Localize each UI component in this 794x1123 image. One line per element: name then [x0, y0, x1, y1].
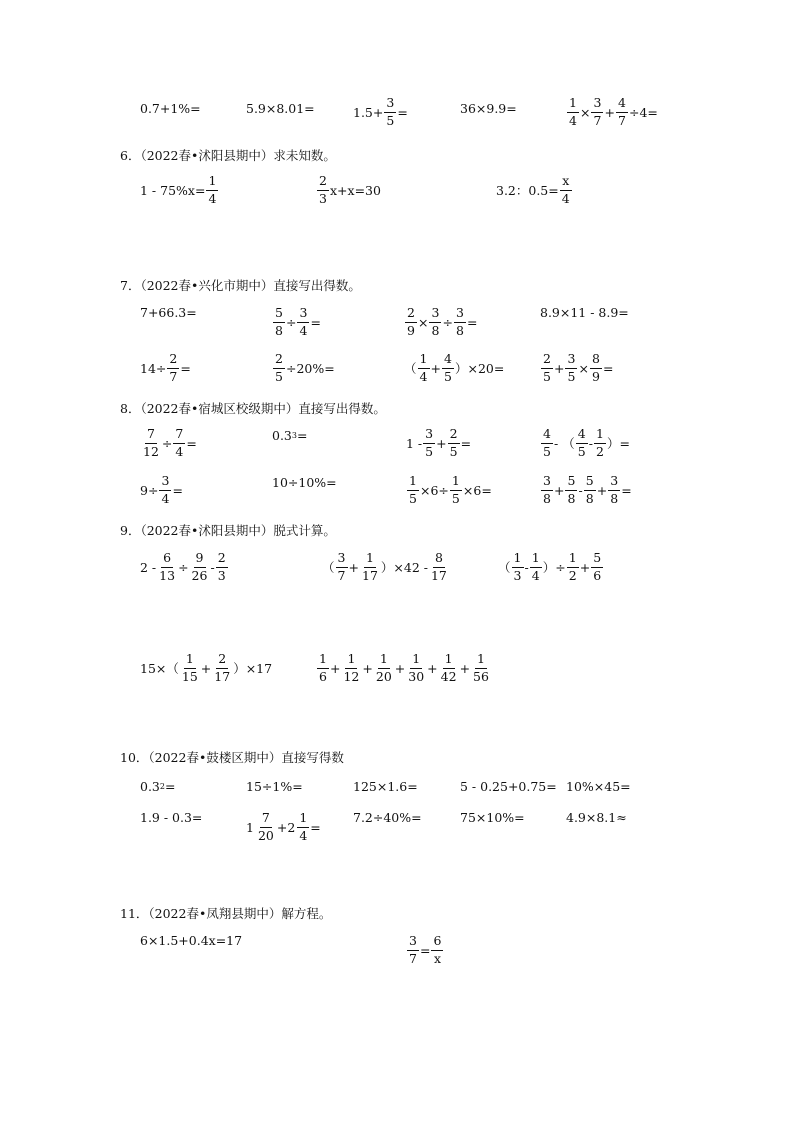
fraction: $\frac{3}{8}$ [608, 475, 620, 505]
fraction: $\frac{5}{8}$ [565, 475, 577, 505]
fraction: $\frac{2}{17}$ [214, 651, 231, 684]
fraction: $\frac{1}{20}$ [375, 651, 392, 684]
fraction: $\frac{3}{7}$ [591, 97, 603, 127]
q10-expr-c: 125×1.6= [353, 778, 418, 794]
q10-row-2 [0, 797, 794, 843]
q5-expr-d: 36×9.9= [460, 100, 517, 116]
q9-expr-d: 15×（ $\frac{1}{15}$ + $\frac{2}{17}$ ）×17 [140, 651, 273, 684]
q9-row-2 [0, 648, 794, 688]
fraction: $\frac{3}{7}$ [336, 552, 348, 582]
fraction: $\frac{4}{5}$ [442, 353, 454, 383]
fraction: $\frac{4}{7}$ [616, 97, 628, 127]
q8-expr-f: 10÷10%= [272, 474, 337, 490]
q8-expr-e: 9÷ $\frac{3}{4}$ = [140, 473, 183, 506]
q7-expr-b: $\frac{5}{8}$ ÷ $\frac{3}{4}$ = [272, 302, 321, 342]
q5-row-1 [0, 88, 794, 128]
fraction: $\frac{1}{42}$ [440, 651, 457, 684]
q5-expr-a: 0.7+1%= [140, 100, 201, 116]
q10-expr-d: 5 - 0.25+0.75= [460, 778, 557, 794]
q7-expr-h: $\frac{2}{5}$ + $\frac{3}{5}$ × $\frac{8}{9}$ = [540, 348, 613, 388]
q9-expr-e: $\frac{1}{6}$ + $\frac{1}{12}$ + $\frac{1}{20}$ + $\frac{1}{30}$ + $\frac{1}{42}$ + $\frac{1}{56}$ [316, 648, 492, 688]
fraction: $\frac{2}{5}$ [448, 428, 460, 458]
q6-heading: 6．（2022春•沭阳县期中）求未知数。 [120, 148, 336, 163]
fraction: $\frac{1}{2}$ [594, 428, 606, 458]
q6-row-1 [0, 170, 794, 210]
q7-expr-g: （ $\frac{1}{4}$ + $\frac{4}{5}$ ）×20= [404, 351, 505, 384]
q11-equation-a: 6×1.5+0.4x=17 [140, 932, 243, 948]
fraction: $\frac{1}{3}$ [512, 552, 524, 582]
q6-expr-a: 1 - 75%x= $\frac{1}{4}$ [140, 170, 219, 210]
q7-expr-d: 8.9×11 - 8.9= [540, 304, 629, 320]
fraction: $\frac{3}{7}$ [407, 935, 419, 965]
q8-row-1 [0, 423, 794, 463]
q11-heading: 11．（2022春•凤翔县期中）解方程。 [120, 906, 332, 921]
fraction: $\frac{2}{5}$ [273, 353, 285, 383]
q9-heading: 9．（2022春•沭阳县期中）脱式计算。 [120, 523, 336, 538]
q8-expr-b: 0.3 3 = [272, 427, 308, 443]
q7-expr-c: $\frac{2}{9}$ × $\frac{3}{8}$ ÷ $\frac{3}{8}$ = [404, 302, 477, 342]
q8-expr-d: $\frac{4}{5}$ - （ $\frac{4}{5}$ - $\frac{1}{2}$ ）= [540, 423, 630, 463]
fraction: $\frac{1}{5}$ [407, 475, 419, 505]
fraction: $\frac{2}{3}$ [216, 552, 228, 582]
q8-heading: 8．（2022春•宿城区校级期中）直接写出得数。 [120, 401, 386, 416]
q10-expr-i: 75×10%= [460, 809, 525, 825]
fraction: $\frac{1}{17}$ [362, 550, 378, 583]
fraction: $\frac{3}{4}$ [297, 307, 309, 337]
q9-expr-c: （ $\frac{1}{3}$ - $\frac{1}{4}$ ）÷ $\frac{1}{2}$ + $\frac{5}{6}$ [498, 547, 604, 587]
fraction: $\frac{8}{17}$ [430, 550, 447, 583]
q10-expr-e: 10%×45= [566, 778, 631, 794]
fraction: $\frac{2}{7}$ [167, 353, 179, 383]
fraction: $\frac{5}{6}$ [591, 552, 603, 582]
q6-expr-b: $\frac{2}{3}$ x+x=30 [316, 170, 381, 210]
fraction: $\frac{3}{8}$ [429, 307, 441, 337]
q5-expr-c: 1.5+ $\frac{3}{5}$ = [353, 95, 408, 128]
fraction: $\frac{7}{4}$ [173, 428, 185, 458]
q11-equation-b: $\frac{3}{7}$ = $\frac{6}{x}$ [406, 930, 444, 970]
fraction: $\frac{1}{4}$ [297, 812, 309, 842]
fraction: $\frac{4}{5}$ [541, 428, 553, 458]
fraction: $\frac{2}{9}$ [405, 307, 417, 337]
q9-expr-b: （ $\frac{3}{7}$ + $\frac{1}{17}$ ）×42 - $\frac{8}{17}$ [322, 550, 447, 583]
q8-expr-h: $\frac{3}{8}$ + $\frac{5}{8}$ - $\frac{5}{8}$ + $\frac{3}{8}$ = [540, 470, 632, 510]
fraction: $\frac{6}{x}$ [431, 935, 443, 965]
q7-heading: 7．（2022春•兴化市期中）直接写出得数。 [120, 278, 361, 293]
q6-expr-c: 3.2：0.5= $\frac{x}{4}$ [496, 170, 573, 210]
fraction: $\frac{2}{3}$ [317, 175, 329, 205]
fraction: $\frac{3}{5}$ [565, 353, 577, 383]
q10-expr-a: 0.3 2 = [140, 778, 176, 794]
fraction: $\frac{1}{15}$ [181, 651, 198, 684]
fraction: $\frac{7}{20}$ [257, 810, 274, 843]
fraction: $\frac{5}{8}$ [584, 475, 596, 505]
q10-expr-g: 1 $\frac{7}{20}$ + 2 $\frac{1}{4}$ = [246, 810, 321, 843]
q10-heading: 10．（2022春•鼓楼区期中）直接写得数 [120, 750, 344, 765]
fraction: $\frac{4}{5}$ [576, 428, 588, 458]
q8-row-2 [0, 470, 794, 510]
fraction: $\frac{9}{26}$ [191, 550, 208, 583]
q9-row-1 [0, 547, 794, 587]
fraction: $\frac{1}{6}$ [317, 653, 329, 683]
fraction: $\frac{3}{5}$ [423, 428, 435, 458]
fraction: $\frac{8}{9}$ [590, 353, 602, 383]
q7-row-1 [0, 302, 794, 342]
q11-row-1 [0, 930, 794, 970]
fraction: $\frac{1}{4}$ [567, 97, 579, 127]
fraction: $\frac{3}{5}$ [384, 97, 396, 127]
q5-expr-e: $\frac{1}{4}$ × $\frac{3}{7}$ + $\frac{4}{7}$ ÷4= [566, 92, 658, 132]
fraction: $\frac{1}{2}$ [567, 552, 579, 582]
fraction: $\frac{1}{4}$ [206, 175, 218, 205]
fraction: $\frac{3}{4}$ [159, 475, 171, 505]
q8-expr-c: 1 - $\frac{3}{5}$ + $\frac{2}{5}$ = [406, 426, 472, 459]
q5-expr-b: 5.9×8.01= [246, 100, 315, 116]
q9-expr-a: 2 - $\frac{6}{13}$ ÷ $\frac{9}{26}$ - $\frac{2}{3}$ [140, 547, 229, 587]
fraction: $\frac{1}{56}$ [473, 651, 489, 684]
q7-expr-a: 7+66.3= [140, 304, 197, 320]
fraction: $\frac{1}{12}$ [343, 651, 360, 684]
fraction: $\frac{3}{8}$ [454, 307, 466, 337]
q7-expr-f: $\frac{2}{5}$ ÷20%= [272, 348, 335, 388]
fraction: $\frac{1}{5}$ [450, 475, 462, 505]
q10-expr-f: 1.9 - 0.3= [140, 809, 203, 825]
q8-expr-a: $\frac{7}{12}$ ÷ $\frac{7}{4}$ = [143, 426, 197, 459]
fraction: $\frac{1}{4}$ [418, 353, 430, 383]
q10-expr-h: 7.2÷40%= [353, 809, 422, 825]
fraction: $\frac{1}{4}$ [530, 552, 542, 582]
fraction: $\frac{6}{13}$ [159, 550, 176, 583]
fraction: $\frac{1}{30}$ [408, 651, 425, 684]
q8-expr-g: $\frac{1}{5}$ ×6÷ $\frac{1}{5}$ ×6= [406, 470, 492, 510]
fraction: $\frac{5}{8}$ [273, 307, 285, 337]
fraction: $\frac{3}{8}$ [541, 475, 553, 505]
q10-expr-b: 15÷1%= [246, 778, 303, 794]
fraction: $\frac{7}{12}$ [143, 426, 159, 459]
q7-row-2 [0, 348, 794, 388]
fraction: $\frac{x}{4}$ [560, 175, 572, 205]
q7-expr-e: 14÷ $\frac{2}{7}$ = [140, 351, 191, 384]
fraction: $\frac{2}{5}$ [541, 353, 553, 383]
q10-expr-j: 4.9×8.1≈ [566, 809, 627, 825]
